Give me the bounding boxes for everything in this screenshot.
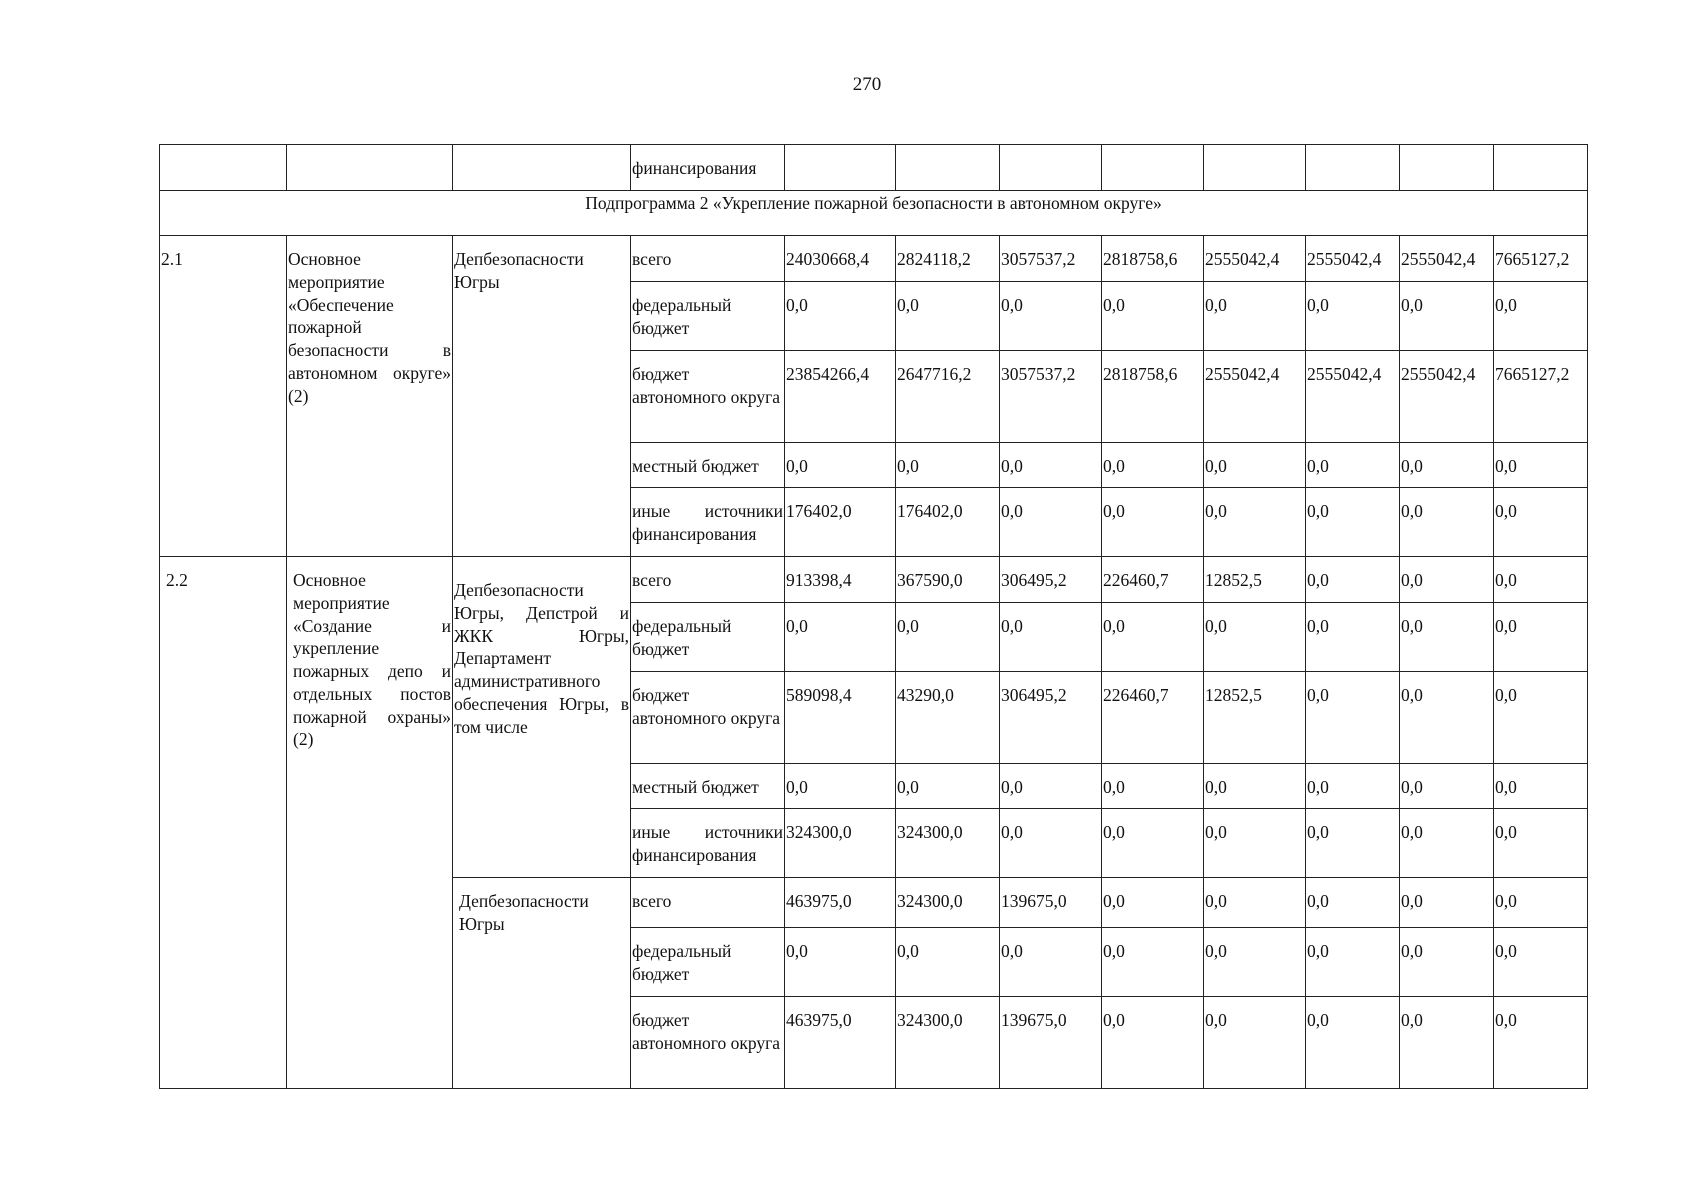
value-cell: 0,0 [1102, 997, 1204, 1089]
value-cell: 226460,7 [1102, 557, 1204, 603]
value-cell: 0,0 [1000, 928, 1102, 997]
value-cell: 0,0 [1102, 764, 1204, 809]
value-cell: 589098,4 [785, 672, 896, 764]
value-cell: 0,0 [1494, 557, 1588, 603]
value-cell: 0,0 [1400, 282, 1494, 351]
value-cell: 324300,0 [896, 997, 1000, 1089]
value-cell: 7665127,2 [1494, 351, 1588, 443]
value-cell: 0,0 [1204, 878, 1306, 928]
value-cell: 12852,5 [1204, 557, 1306, 603]
value-cell: 324300,0 [896, 809, 1000, 878]
funding-source-cell: бюджет автономного округа [631, 997, 785, 1089]
funding-source-cell: федеральный бюджет [631, 282, 785, 351]
value-cell: 0,0 [1306, 557, 1400, 603]
value-cell: 324300,0 [785, 809, 896, 878]
value-cell: 0,0 [1204, 928, 1306, 997]
value-cell: 0,0 [1306, 764, 1400, 809]
funding-source-cell: финансирования [631, 145, 785, 191]
value-cell: 0,0 [1494, 443, 1588, 488]
value-cell: 0,0 [1494, 488, 1588, 557]
value-cell: 2818758,6 [1102, 236, 1204, 282]
funding-source-cell: местный бюджет [631, 764, 785, 809]
value-cell: 0,0 [1306, 603, 1400, 672]
value-cell: 0,0 [785, 443, 896, 488]
value-cell: 0,0 [1204, 282, 1306, 351]
value-cell: 0,0 [1306, 282, 1400, 351]
measure-number: 2.1 [160, 236, 287, 557]
value-cell: 0,0 [1400, 809, 1494, 878]
value-cell: 2555042,4 [1204, 236, 1306, 282]
value-cell: 226460,7 [1102, 672, 1204, 764]
value-cell: 3057537,2 [1000, 236, 1102, 282]
value-cell: 0,0 [1400, 878, 1494, 928]
value-cell: 176402,0 [896, 488, 1000, 557]
value-cell: 0,0 [1000, 809, 1102, 878]
funding-source-cell: всего [631, 878, 785, 928]
value-cell: 0,0 [1494, 878, 1588, 928]
funding-source-cell: иные источники финансирования [631, 488, 785, 557]
value-cell: 2555042,4 [1400, 236, 1494, 282]
value-cell: 0,0 [1102, 809, 1204, 878]
measure-number: 2.2 [160, 557, 287, 1089]
value-cell: 0,0 [896, 282, 1000, 351]
value-cell: 0,0 [1400, 928, 1494, 997]
value-cell: 324300,0 [896, 878, 1000, 928]
value-cell: 0,0 [896, 603, 1000, 672]
value-cell: 0,0 [896, 443, 1000, 488]
value-cell: 0,0 [785, 282, 896, 351]
value-cell: 0,0 [1494, 672, 1588, 764]
value-cell: 0,0 [1102, 928, 1204, 997]
value-cell: 0,0 [1494, 997, 1588, 1089]
value-cell: 0,0 [785, 764, 896, 809]
value-cell: 0,0 [785, 928, 896, 997]
value-cell: 0,0 [1204, 997, 1306, 1089]
value-cell: 0,0 [785, 603, 896, 672]
value-cell: 0,0 [1306, 997, 1400, 1089]
value-cell: 139675,0 [1000, 878, 1102, 928]
value-cell: 0,0 [1400, 557, 1494, 603]
value-cell: 0,0 [1000, 603, 1102, 672]
funding-source-cell: бюджет автономного округа [631, 351, 785, 443]
financing-table [159, 144, 1588, 1089]
funding-source-cell: иные источники финансирования [631, 809, 785, 878]
page-number: 270 [852, 74, 882, 95]
value-cell: 139675,0 [1000, 997, 1102, 1089]
value-cell: 0,0 [1494, 928, 1588, 997]
table-row [160, 557, 1588, 603]
value-cell: 0,0 [1102, 282, 1204, 351]
value-cell: 0,0 [1306, 672, 1400, 764]
value-cell: 306495,2 [1000, 557, 1102, 603]
value-cell: 0,0 [896, 928, 1000, 997]
value-cell: 23854266,4 [785, 351, 896, 443]
value-cell: 0,0 [1102, 443, 1204, 488]
value-cell: 0,0 [1306, 878, 1400, 928]
value-cell: 2555042,4 [1306, 351, 1400, 443]
measure-name: Основное мероприятие «Обеспечение пожарной безопасности в автономном округе» (2) [287, 236, 453, 557]
value-cell: 0,0 [1204, 764, 1306, 809]
value-cell: 0,0 [1494, 809, 1588, 878]
value-cell: 2824118,2 [896, 236, 1000, 282]
value-cell: 0,0 [1000, 764, 1102, 809]
executor: Депбезопасности Югры [453, 236, 631, 557]
value-cell: 7665127,2 [1494, 236, 1588, 282]
value-cell: 0,0 [1000, 488, 1102, 557]
subprogram-title: Подпрограмма 2 «Укрепление пожарной безопасности в автономном округе» [160, 191, 1588, 236]
value-cell: 12852,5 [1204, 672, 1306, 764]
value-cell: 0,0 [1400, 443, 1494, 488]
value-cell: 0,0 [1494, 603, 1588, 672]
value-cell: 2647716,2 [896, 351, 1000, 443]
value-cell: 0,0 [1204, 443, 1306, 488]
value-cell: 0,0 [1306, 488, 1400, 557]
funding-source-cell: федеральный бюджет [631, 603, 785, 672]
funding-source-cell: бюджет автономного округа [631, 672, 785, 764]
table-row [160, 145, 1588, 191]
value-cell: 0,0 [1102, 878, 1204, 928]
value-cell: 2818758,6 [1102, 351, 1204, 443]
value-cell: 2555042,4 [1204, 351, 1306, 443]
value-cell: 0,0 [1494, 282, 1588, 351]
executor: Депбезопасности Югры, Депстрой и ЖКК Югры, Департамент административного обеспечения Югры, в том числе [453, 557, 631, 878]
value-cell: 0,0 [1306, 443, 1400, 488]
value-cell: 0,0 [1494, 764, 1588, 809]
value-cell: 176402,0 [785, 488, 896, 557]
value-cell: 0,0 [1000, 282, 1102, 351]
value-cell: 24030668,4 [785, 236, 896, 282]
measure-name: Основное мероприятие «Создание и укрепление пожарных депо и отдельных постов пожарной охраны» (2) [287, 557, 453, 1089]
value-cell: 0,0 [1306, 928, 1400, 997]
value-cell: 367590,0 [896, 557, 1000, 603]
value-cell: 463975,0 [785, 997, 896, 1089]
funding-source-cell: федеральный бюджет [631, 928, 785, 997]
executor: Депбезопасности Югры [453, 878, 631, 1089]
value-cell: 0,0 [1204, 809, 1306, 878]
value-cell: 463975,0 [785, 878, 896, 928]
value-cell: 0,0 [1102, 488, 1204, 557]
value-cell: 0,0 [1400, 672, 1494, 764]
value-cell: 0,0 [1204, 488, 1306, 557]
value-cell: 43290,0 [896, 672, 1000, 764]
value-cell: 0,0 [1400, 997, 1494, 1089]
value-cell: 0,0 [1400, 488, 1494, 557]
value-cell: 2555042,4 [1306, 236, 1400, 282]
value-cell: 913398,4 [785, 557, 896, 603]
value-cell: 0,0 [1400, 764, 1494, 809]
value-cell: 0,0 [1000, 443, 1102, 488]
value-cell: 0,0 [1204, 603, 1306, 672]
value-cell: 0,0 [1400, 603, 1494, 672]
value-cell: 0,0 [896, 764, 1000, 809]
table-row [160, 191, 1588, 236]
value-cell: 3057537,2 [1000, 351, 1102, 443]
value-cell: 2555042,4 [1400, 351, 1494, 443]
value-cell: 0,0 [1306, 809, 1400, 878]
value-cell: 0,0 [1102, 603, 1204, 672]
table-row [160, 236, 1588, 282]
value-cell: 306495,2 [1000, 672, 1102, 764]
funding-source-cell: всего [631, 236, 785, 282]
funding-source-cell: местный бюджет [631, 443, 785, 488]
funding-source-cell: всего [631, 557, 785, 603]
